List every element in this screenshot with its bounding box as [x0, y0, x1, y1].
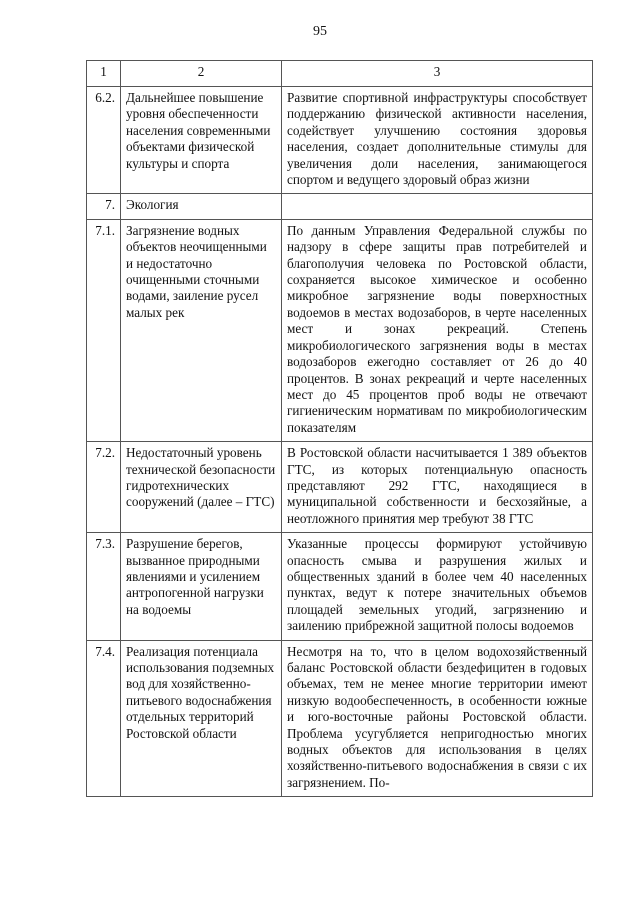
column-header: 2	[121, 61, 282, 87]
row-number: 7.2.	[87, 442, 121, 533]
problem-description	[282, 194, 593, 219]
table-header-row	[87, 61, 593, 87]
problem-description: Несмотря на то, что в целом водохозяйственный баланс Ростовской области бездефицитен в годовых объемах, тем не менее многие территории имеют низкую водообеспеченность, в особенности южные и юго-восточные районы Ростовской области. Проблема усугубляется непригодностью многих водных объектов для использования в целях хозяйственно-питьевого водоснабжения в связи с их загрязнением. По-	[282, 640, 593, 797]
problem-title: Дальнейшее повышение уровня обеспеченности населения современными объектами физической культуры и спорта	[121, 87, 282, 194]
column-header: 1	[87, 61, 121, 87]
problem-description: Указанные процессы формируют устойчивую опасность смыва и разрушения жилых и общественных зданий в более чем 40 населенных пунктах, ведут к потере значительных объемов площадей земельных угодий, загрязнению и заилению прибрежной защитной полосы водоемов	[282, 533, 593, 640]
document-table	[86, 60, 593, 797]
table-row	[87, 533, 593, 640]
page-number: 95	[313, 24, 327, 39]
table-row	[87, 194, 593, 219]
problem-title: Реализация потенциала использования подземных вод для хозяйственно-питьевого водоснабжения отдельных территорий Ростовской области	[121, 640, 282, 797]
column-header: 3	[282, 61, 593, 87]
row-number: 7.4.	[87, 640, 121, 797]
row-number: 7.	[87, 194, 121, 219]
table-row	[87, 640, 593, 797]
problem-title: Загрязнение водных объектов неочищенными и недостаточно очищенными сточными водами, заиление русел малых рек	[121, 219, 282, 441]
section-title: Экология	[121, 194, 282, 219]
problem-description: По данным Управления Федеральной службы по надзору в сфере защиты прав потребителей и благополучия человека по Ростовской области, сохраняется высокое химическое и особенно микробное загрязнение воды поверхностных водоемов в местах водозаборов, в черте населенных мест и зонах рекреаций. Степень микробиологического загрязнения воды в местах водозаборов ежегодно составляет от 26 до 40 процентов. В зонах рекреаций и черте населенных мест до 45 процентов проб воды не отвечают гигиеническим нормативам по микробиологическим показателям	[282, 219, 593, 441]
problem-description: Развитие спортивной инфраструктуры способствует поддержанию физической активности населения, содействует улучшению состояния здоровья населения, создает дополнительные стимулы для увеличения доли населения, занимающегося спортом и ведущего здоровый образ жизни	[282, 87, 593, 194]
problem-title: Недостаточный уровень технической безопасности гидротехнических сооружений (далее – ГТС)	[121, 442, 282, 533]
table-row	[87, 219, 593, 441]
problem-title: Разрушение берегов, вызванное природными явлениями и усилением антропогенной нагрузки на водоемы	[121, 533, 282, 640]
row-number: 7.1.	[87, 219, 121, 441]
row-number: 7.3.	[87, 533, 121, 640]
table-row	[87, 442, 593, 533]
problem-description: В Ростовской области насчитывается 1 389 объектов ГТС, из которых потенциальную опасность представляют 292 ГТС, находящиеся в муниципальной собственности и бесхозяйные, а неотложного принятия мер требуют 38 ГТС	[282, 442, 593, 533]
row-number: 6.2.	[87, 87, 121, 194]
table-row	[87, 87, 593, 194]
